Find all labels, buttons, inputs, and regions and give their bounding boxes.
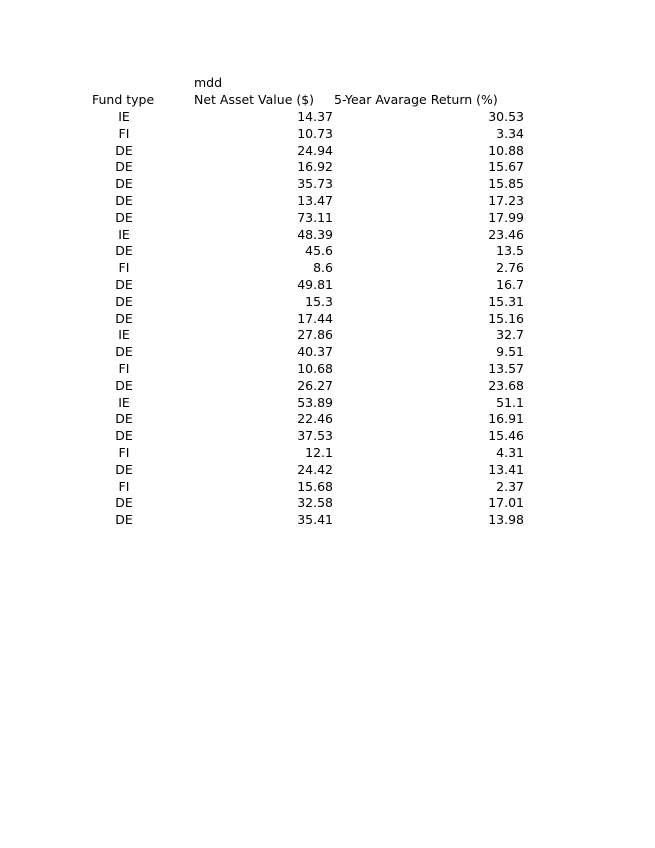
net-asset-value-cell: 26.27	[297, 377, 333, 393]
net-asset-value-cell: 24.94	[297, 142, 333, 158]
return-cell: 15.31	[488, 293, 524, 309]
table-row	[0, 108, 655, 125]
table-row	[0, 478, 655, 495]
return-cell: 16.91	[488, 411, 524, 427]
return-cell: 13.98	[488, 512, 524, 528]
return-cell: 10.88	[488, 142, 524, 158]
fund-type-cell: DE	[115, 142, 133, 158]
return-cell: 17.01	[488, 495, 524, 511]
table-row	[0, 125, 655, 142]
fund-type-cell: DE	[115, 159, 133, 175]
fund-type-cell: FI	[118, 360, 130, 376]
net-asset-value-cell: 53.89	[297, 394, 333, 410]
table-row	[0, 259, 655, 276]
table-row	[0, 427, 655, 444]
return-cell: 17.99	[488, 209, 524, 225]
net-asset-value-cell: 35.41	[297, 512, 333, 528]
fund-type-cell: DE	[115, 344, 133, 360]
table-row	[0, 461, 655, 478]
fund-type-cell: DE	[115, 192, 133, 208]
net-asset-value-cell: 15.3	[305, 293, 333, 309]
table-row	[0, 326, 655, 343]
net-asset-value-cell: 10.73	[297, 125, 333, 141]
fund-type-cell: FI	[118, 125, 130, 141]
return-cell: 13.5	[496, 243, 524, 259]
return-cell: 17.23	[488, 192, 524, 208]
table-row	[0, 360, 655, 377]
fund-type-cell: IE	[118, 109, 130, 124]
table-row	[0, 511, 655, 528]
table-row	[0, 158, 655, 175]
table-row	[0, 444, 655, 461]
header-five-year-return: 5-Year Avarage Return (%)	[334, 92, 498, 107]
column-group-label: mdd	[194, 75, 223, 90]
table-row	[0, 142, 655, 159]
net-asset-value-cell: 13.47	[297, 192, 333, 208]
fund-type-cell: IE	[118, 394, 130, 410]
table-row	[0, 310, 655, 327]
fund-type-cell: DE	[115, 276, 133, 292]
net-asset-value-cell: 32.58	[297, 495, 333, 511]
table-row	[0, 343, 655, 360]
net-asset-value-cell: 17.44	[297, 310, 333, 326]
return-cell: 4.31	[496, 444, 524, 460]
fund-type-cell: DE	[115, 209, 133, 225]
table-row	[0, 494, 655, 511]
return-cell: 16.7	[496, 276, 524, 292]
net-asset-value-cell: 40.37	[297, 344, 333, 360]
return-cell: 9.51	[496, 344, 524, 360]
net-asset-value-cell: 45.6	[305, 243, 333, 259]
net-asset-value-cell: 27.86	[297, 327, 333, 343]
net-asset-value-cell: 35.73	[297, 176, 333, 192]
net-asset-value-cell: 10.68	[297, 360, 333, 376]
data-table	[0, 108, 655, 528]
net-asset-value-cell: 48.39	[297, 226, 333, 242]
fund-type-cell: DE	[115, 411, 133, 427]
header-net-asset-value: Net Asset Value ($)	[194, 92, 315, 107]
fund-type-cell: DE	[115, 293, 133, 309]
return-cell: 32.7	[496, 327, 524, 343]
fund-type-cell: IE	[118, 327, 130, 343]
return-cell: 15.85	[488, 176, 524, 192]
net-asset-value-cell: 12.1	[305, 444, 333, 460]
fund-type-cell: DE	[115, 243, 133, 259]
net-asset-value-cell: 37.53	[297, 428, 333, 444]
net-asset-value-cell: 73.11	[297, 209, 333, 225]
return-cell: 23.46	[488, 226, 524, 242]
return-cell: 15.16	[488, 310, 524, 326]
fund-type-cell: DE	[115, 495, 133, 511]
fund-type-cell: DE	[115, 176, 133, 192]
return-cell: 15.46	[488, 428, 524, 444]
table-row	[0, 175, 655, 192]
fund-type-cell: DE	[115, 377, 133, 393]
return-cell: 30.53	[488, 109, 524, 124]
fund-type-cell: DE	[115, 310, 133, 326]
net-asset-value-cell: 22.46	[297, 411, 333, 427]
net-asset-value-cell: 24.42	[297, 461, 333, 477]
return-cell: 2.37	[496, 478, 524, 494]
fund-type-cell: DE	[115, 461, 133, 477]
fund-type-cell: DE	[115, 512, 133, 528]
fund-type-cell: DE	[115, 428, 133, 444]
table-row	[0, 192, 655, 209]
header-fund-type: Fund type	[92, 92, 155, 107]
return-cell: 51.1	[496, 394, 524, 410]
fund-type-cell: FI	[118, 444, 130, 460]
net-asset-value-cell: 16.92	[297, 159, 333, 175]
net-asset-value-cell: 14.37	[297, 109, 333, 124]
return-cell: 2.76	[496, 260, 524, 276]
table-row	[0, 226, 655, 243]
table-row	[0, 242, 655, 259]
table-row	[0, 209, 655, 226]
return-cell: 15.67	[488, 159, 524, 175]
table-row	[0, 293, 655, 310]
net-asset-value-cell: 8.6	[313, 260, 333, 276]
net-asset-value-cell: 49.81	[297, 276, 333, 292]
table-row	[0, 394, 655, 411]
return-cell: 3.34	[496, 125, 524, 141]
fund-type-cell: FI	[118, 260, 130, 276]
return-cell: 13.57	[488, 360, 524, 376]
table-row	[0, 410, 655, 427]
net-asset-value-cell: 15.68	[297, 478, 333, 494]
fund-type-cell: FI	[118, 478, 130, 494]
fund-type-cell: IE	[118, 226, 130, 242]
return-cell: 13.41	[488, 461, 524, 477]
return-cell: 23.68	[488, 377, 524, 393]
table-row	[0, 377, 655, 394]
table-row	[0, 276, 655, 293]
